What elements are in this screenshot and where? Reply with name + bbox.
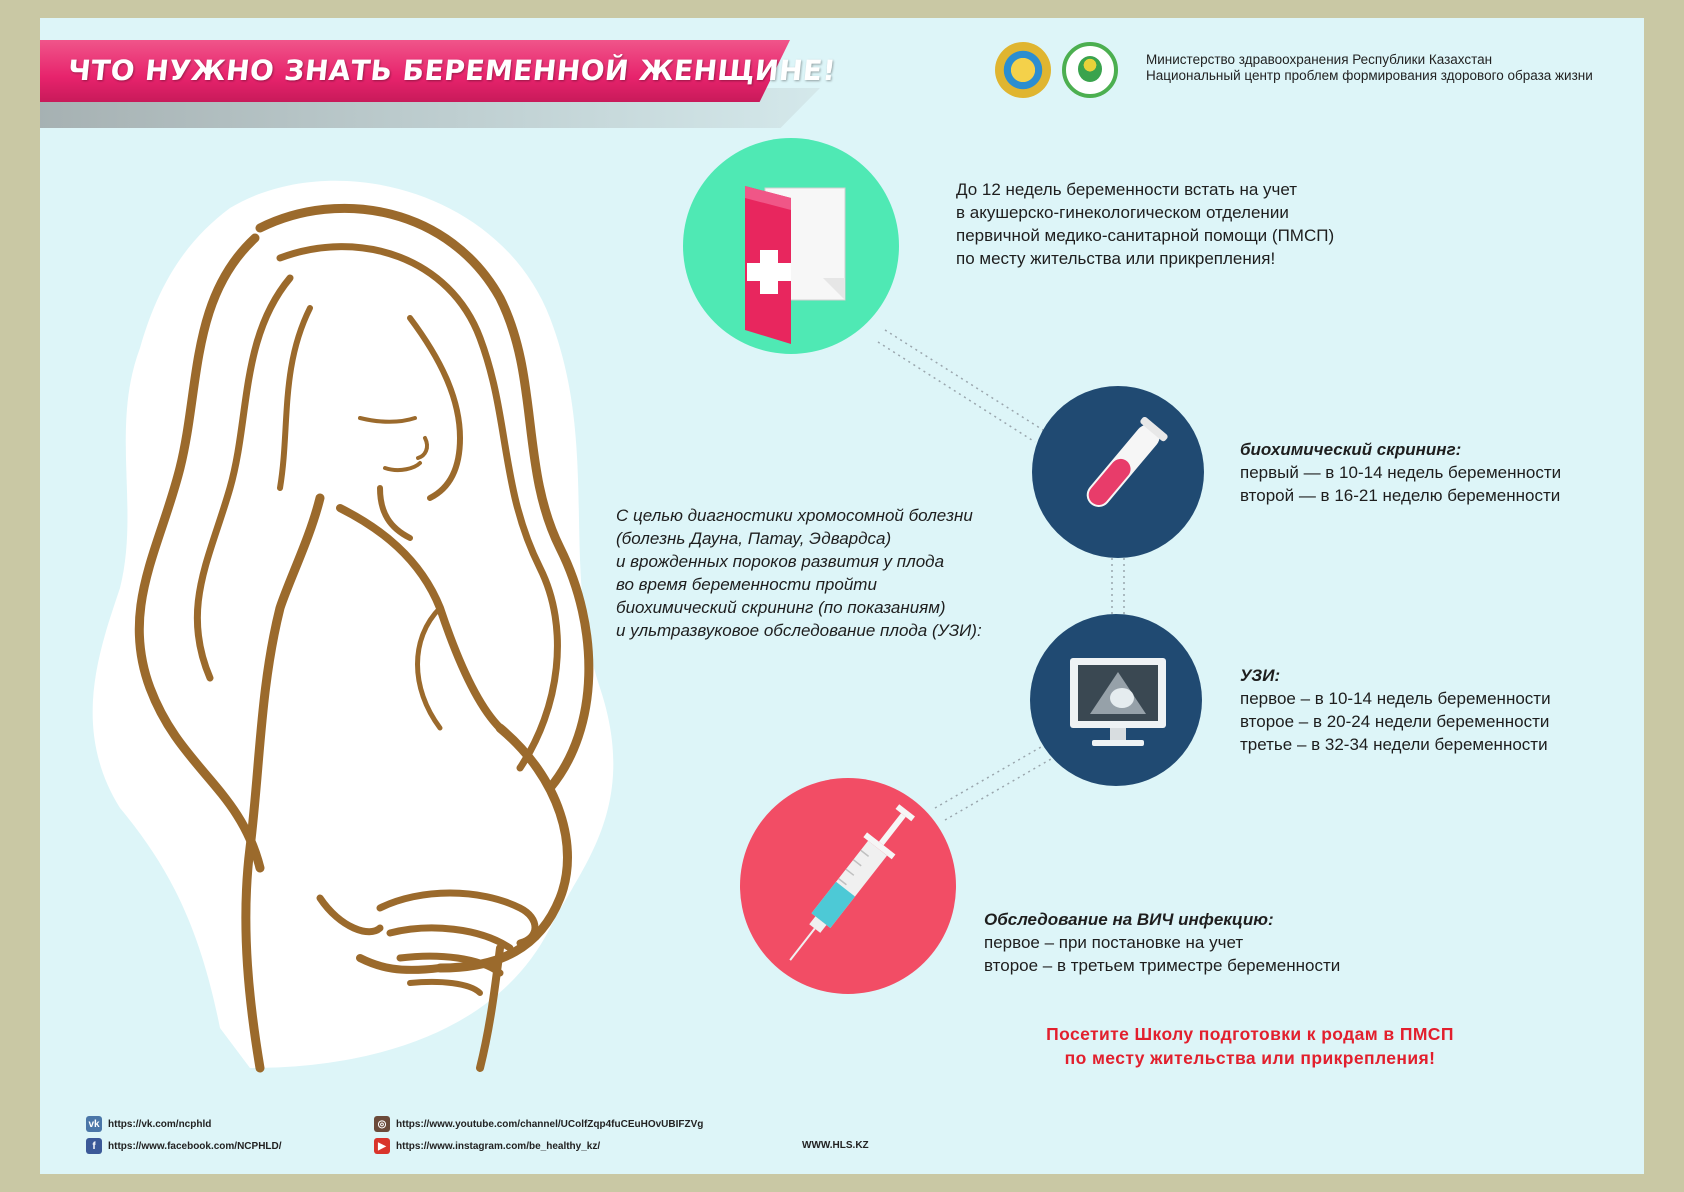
org-line-1: Министерство здравоохранения Республики Казахстан [1146,52,1493,67]
site-link[interactable]: WWW.HLS.KZ [802,1140,869,1151]
intro-line: С целью диагностики хромосомной болезни [616,506,973,525]
facebook-link[interactable]: https://www.facebook.com/NCPHLD/ [108,1140,282,1152]
ultrasound-line: первое – в 10-14 недель беременности [1240,689,1551,708]
footer-youtube[interactable] [374,1116,703,1132]
ultrasound-monitor-icon [1030,614,1202,786]
biochem-line: первый — в 10-14 недель беременности [1240,463,1562,482]
footer-instagram[interactable] [374,1138,600,1154]
registration-line: по месту жительства или прикрепления! [956,249,1276,268]
biochem-text [1240,438,1561,507]
ultrasound-text [1240,664,1551,756]
registration-circle [683,138,899,354]
school-call-to-action [990,1022,1510,1070]
hiv-text [984,908,1340,977]
cta-line-2: по месту жительства или прикрепления! [1064,1048,1436,1068]
test-tube-icon [1032,386,1204,558]
vk-icon: vk [86,1116,102,1132]
biochem-line: второй — в 16-21 неделю беременности [1240,486,1561,505]
registration-text [956,178,1334,270]
registration-line: До 12 недель беременности встать на учет [956,180,1298,199]
facebook-icon: f [86,1138,102,1154]
page-title: ЧТО НУЖНО ЗНАТЬ БЕРЕМЕННОЙ ЖЕНЩИНЕ! [66,54,838,87]
org-line-2: Национальный центр проблем формирования здорового образа жизни [1146,68,1593,83]
biochem-heading: биохимический скрининг: [1240,440,1462,459]
registration-line: в акушерско-гинекологическом отделении [956,203,1289,222]
footer-site[interactable] [802,1140,869,1151]
footer-vk[interactable] [86,1116,211,1132]
ultrasound-line: второе – в 20-24 недели беременности [1240,712,1550,731]
ultrasound-circle [1030,614,1202,786]
intro-line: и ультразвуковое обследование плода (УЗИ): [616,621,982,640]
youtube-icon: ▶ [374,1138,390,1154]
intro-line: биохимический скрининг (по показаниям) [616,598,946,617]
cta-line-1: Посетите Школу подготовки к родам в ПМСП [1046,1024,1454,1044]
registration-line: первичной медико-санитарной помощи (ПМСП) [956,226,1335,245]
medical-folder-icon [683,138,899,354]
intro-line: (болезнь Дауна, Патау, Эдвардса) [616,529,892,548]
vk-link[interactable]: https://vk.com/ncphld [108,1118,212,1130]
youtube-link[interactable]: https://www.youtube.com/channel/UColfZqp4fuCEuHOvUBIFZVg [396,1118,704,1130]
ultrasound-heading: УЗИ: [1240,666,1281,685]
instagram-icon: ◎ [374,1116,390,1132]
hiv-line: первое – при постановке на учет [984,933,1244,952]
poster [40,18,1644,1174]
hiv-test-circle [740,778,956,994]
biochem-circle [1032,386,1204,558]
intro-line: и врожденных пороков развития у плода [616,552,945,571]
screening-intro-text [616,504,982,642]
hiv-line: второе – в третьем триместре беременности [984,956,1341,975]
ultrasound-line: третье – в 32-34 недели беременности [1240,735,1548,754]
hiv-heading: Обследование на ВИЧ инфекцию: [984,910,1274,929]
syringe-icon [740,778,956,994]
instagram-link[interactable]: https://www.instagram.com/be_healthy_kz/ [396,1140,601,1152]
intro-line: во время беременности пройти [616,575,877,594]
footer-facebook[interactable] [86,1138,282,1154]
